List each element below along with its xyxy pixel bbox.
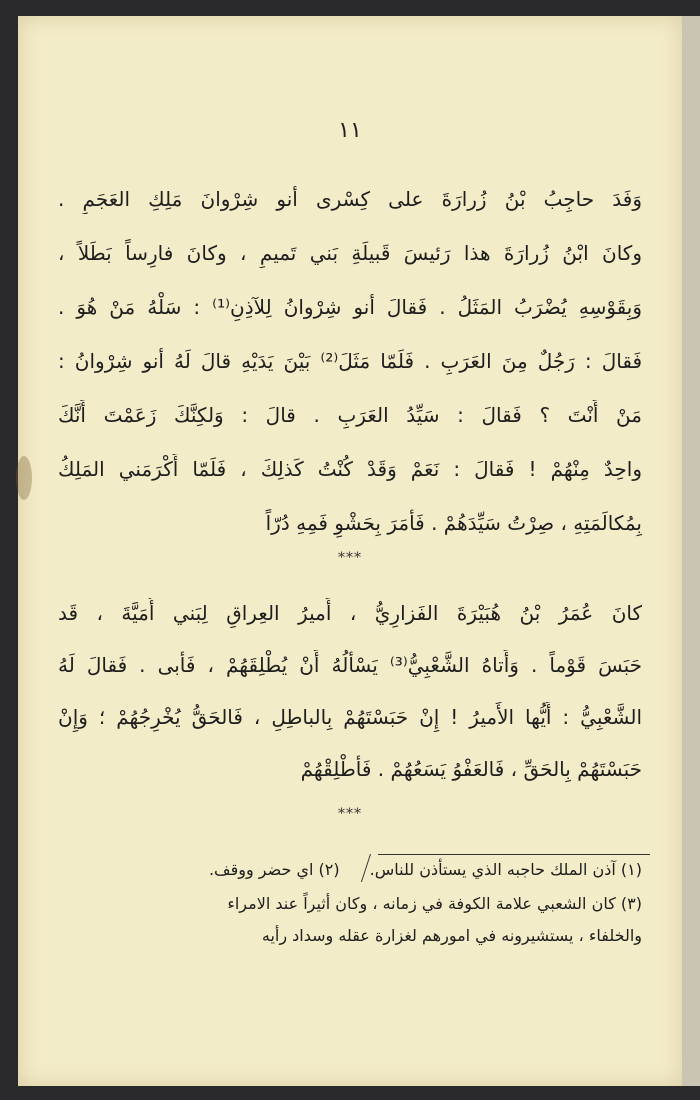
text-line: وَفَدَ حاجِبُ بْنُ زُرارَةَ على كِسْرى أنو شِرْوانَ مَلِكِ العَجَمِ . <box>58 187 642 211</box>
text-line: كانَ عُمَرُ بْنُ هُبَيْرَةَ الفَزارِيُّ ، أَميرُ العِراقِ لِبَني أُمَيَّةَ ، قَد <box>58 601 642 625</box>
text-line: فَقالَ : رَجُلٌ مِنَ العَرَبِ . فَلَمّا مَثَلَ⁽²⁾ بَيْنَ يَدَيْهِ قالَ لَهُ أنو شِرْوانُ : <box>58 349 642 373</box>
text-line: مَنْ أَنْتَ ؟ فَقالَ : سَيِّدُ العَرَبِ . قالَ : وَلكِنَّكَ زَعَمْتَ أَنَّكَ <box>58 403 642 427</box>
text-line: واحِدٌ مِنْهُمْ ! فَقالَ : نَعَمْ وَقَدْ كُنْتُ كَذلِكَ ، فَلَمّا أَكْرَمَني المَلِكُ <box>58 457 642 481</box>
footnote-2: (٢) اي حضر ووقف. <box>208 860 340 879</box>
text-line: بِمُكالَمَتِهِ ، صِرْتُ سَيِّدَهُمْ . فَأَمَرَ بِحَشْوِ فَمِهِ دُرّاً <box>265 511 642 535</box>
footnote-3-continued: والخلفاء ، يستشيرونه في امورهم لغزارة عقله وسداد رأيه <box>261 926 642 945</box>
text-line: حَبَسْتَهُمْ بِالحَقِّ ، فَالعَفْوُ يَسَعُهُمْ . فَأَطْلِقْهُمْ <box>300 757 642 781</box>
footnote-line <box>42 858 642 882</box>
text-line: وَبِقَوْسِهِ يُضْرَبُ المَثَلُ . فَقالَ أنو شِرْوانُ لِلآذِنِ⁽¹⁾ : سَلْهُ مَنْ هُوَ . <box>58 295 642 319</box>
footnote-rule <box>378 854 650 855</box>
page-number: ١١ <box>338 118 362 143</box>
section-separator: *** <box>338 550 362 566</box>
section-separator: *** <box>338 806 362 822</box>
footnote-1: (١) آذن الملك حاجبه الذي يستأذن للناس. <box>369 860 642 879</box>
page-stain <box>16 456 32 500</box>
text-line: وكانَ ابْنُ زُرارَةَ هذا رَئيسَ قَبيلَةِ بَني تَميمٍ ، وكانَ فارِساً بَطَلاً ، <box>58 241 642 265</box>
next-page-edge <box>682 16 700 1086</box>
book-page <box>18 16 682 1086</box>
footnote-3: (٣) كان الشعبي علامة الكوفة في زمانه ، وكان أثيراً عند الامراء <box>227 894 642 913</box>
text-line: حَبَسَ قَوْماً . وَأَتاهُ الشَّعْبِيُّ⁽³⁾ يَسْأَلُهُ أَنْ يُطْلِقَهُمْ ، فَأَبى . فَقالَ لَهُ <box>58 653 642 677</box>
text-line: الشَّعْبِيُّ : أَيُّها الأَميرُ ! إِنْ حَبَسْتَهُمْ بِالباطِلِ ، فَالحَقُّ يُخْرِجُهُمْ ؛ وَإِنْ <box>58 705 642 729</box>
